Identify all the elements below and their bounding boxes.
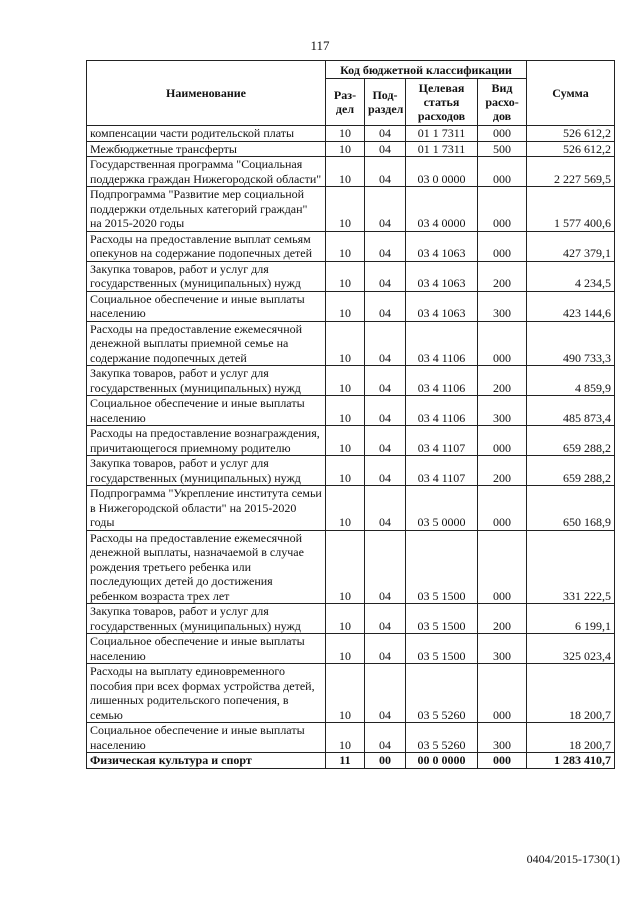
cell-razdel: 10 bbox=[326, 530, 365, 604]
cell-razdel: 10 bbox=[326, 321, 365, 366]
table-row bbox=[87, 231, 615, 261]
cell-target: 03 4 0000 bbox=[406, 187, 478, 232]
cell-razdel: 10 bbox=[326, 157, 365, 187]
header-name: Наименование bbox=[87, 61, 326, 126]
cell-vid: 000 bbox=[478, 664, 527, 723]
cell-name: Расходы на предоставление выплат семьям опекунов на содержание подопечных детей bbox=[87, 231, 326, 261]
cell-target: 00 0 0000 bbox=[406, 753, 478, 769]
table-row bbox=[87, 321, 615, 366]
cell-name: Расходы на предоставление вознаграждения, причитающегося приемному родителю bbox=[87, 426, 326, 456]
cell-razdel: 10 bbox=[326, 366, 365, 396]
cell-name: Закупка товаров, работ и услуг для государственных (муниципальных) нужд bbox=[87, 366, 326, 396]
cell-target: 03 0 0000 bbox=[406, 157, 478, 187]
cell-name: Закупка товаров, работ и услуг для государственных (муниципальных) нужд bbox=[87, 604, 326, 634]
cell-target: 03 4 1107 bbox=[406, 426, 478, 456]
header-classification-group: Код бюджетной классификации bbox=[326, 61, 527, 79]
cell-vid: 300 bbox=[478, 396, 527, 426]
cell-podrazdel: 04 bbox=[365, 157, 406, 187]
cell-vid: 200 bbox=[478, 456, 527, 486]
cell-podrazdel: 04 bbox=[365, 396, 406, 426]
cell-podrazdel: 04 bbox=[365, 426, 406, 456]
cell-razdel: 10 bbox=[326, 261, 365, 291]
cell-razdel: 10 bbox=[326, 126, 365, 142]
cell-target: 03 4 1106 bbox=[406, 321, 478, 366]
cell-sum: 18 200,7 bbox=[527, 723, 615, 753]
cell-vid: 000 bbox=[478, 321, 527, 366]
cell-razdel: 10 bbox=[326, 187, 365, 232]
cell-vid: 000 bbox=[478, 426, 527, 456]
cell-name: Закупка товаров, работ и услуг для государственных (муниципальных) нужд bbox=[87, 456, 326, 486]
cell-target: 01 1 7311 bbox=[406, 141, 478, 157]
cell-podrazdel: 04 bbox=[365, 231, 406, 261]
cell-target: 03 4 1063 bbox=[406, 291, 478, 321]
cell-razdel: 10 bbox=[326, 664, 365, 723]
cell-razdel: 10 bbox=[326, 426, 365, 456]
cell-razdel: 10 bbox=[326, 141, 365, 157]
cell-sum: 485 873,4 bbox=[527, 396, 615, 426]
header-sum: Сумма bbox=[527, 61, 615, 126]
cell-name: Межбюджетные трансферты bbox=[87, 141, 326, 157]
table-row bbox=[87, 456, 615, 486]
table-row bbox=[87, 426, 615, 456]
cell-name: Расходы на предоставление ежемесячной денежной выплаты приемной семье на содержание подопечных детей bbox=[87, 321, 326, 366]
cell-target: 01 1 7311 bbox=[406, 126, 478, 142]
table-row bbox=[87, 261, 615, 291]
cell-vid: 200 bbox=[478, 366, 527, 396]
table-row bbox=[87, 141, 615, 157]
cell-podrazdel: 04 bbox=[365, 723, 406, 753]
cell-vid: 000 bbox=[478, 530, 527, 604]
cell-podrazdel: 04 bbox=[365, 261, 406, 291]
cell-name: Физическая культура и спорт bbox=[87, 753, 326, 769]
table-row bbox=[87, 530, 615, 604]
cell-target: 03 4 1106 bbox=[406, 396, 478, 426]
cell-razdel: 10 bbox=[326, 396, 365, 426]
cell-name: Государственная программа "Социальная поддержка граждан Нижегородской области" bbox=[87, 157, 326, 187]
cell-target: 03 4 1107 bbox=[406, 456, 478, 486]
cell-target: 03 5 1500 bbox=[406, 604, 478, 634]
cell-podrazdel: 04 bbox=[365, 141, 406, 157]
cell-name: Социальное обеспечение и иные выплаты населению bbox=[87, 723, 326, 753]
cell-vid: 500 bbox=[478, 141, 527, 157]
cell-podrazdel: 04 bbox=[365, 291, 406, 321]
cell-razdel: 10 bbox=[326, 231, 365, 261]
cell-name: Расходы на выплату единовременного пособия при всех формах устройства детей, лишенных родительского попечения, в семью bbox=[87, 664, 326, 723]
table-row bbox=[87, 634, 615, 664]
table-header bbox=[87, 61, 615, 126]
cell-name: Подпрограмма "Развитие мер социальной поддержки отдельных категорий граждан" на 2015-2020 годы bbox=[87, 187, 326, 232]
cell-sum: 490 733,3 bbox=[527, 321, 615, 366]
cell-name: Подпрограмма "Укрепление института семьи в Нижегородской области" на 2015-2020 годы bbox=[87, 486, 326, 531]
cell-vid: 000 bbox=[478, 753, 527, 769]
table-row bbox=[87, 157, 615, 187]
document-code: 0404/2015-1730(1) bbox=[526, 852, 620, 866]
cell-sum: 423 144,6 bbox=[527, 291, 615, 321]
cell-vid: 000 bbox=[478, 126, 527, 142]
cell-razdel: 11 bbox=[326, 753, 365, 769]
cell-sum: 1 283 410,7 bbox=[527, 753, 615, 769]
cell-target: 03 5 5260 bbox=[406, 723, 478, 753]
cell-target: 03 4 1106 bbox=[406, 366, 478, 396]
cell-target: 03 5 1500 bbox=[406, 634, 478, 664]
cell-sum: 659 288,2 bbox=[527, 456, 615, 486]
cell-sum: 427 379,1 bbox=[527, 231, 615, 261]
cell-podrazdel: 04 bbox=[365, 604, 406, 634]
header-target: Целевая статья расходов bbox=[406, 79, 478, 126]
cell-razdel: 10 bbox=[326, 604, 365, 634]
cell-vid: 200 bbox=[478, 261, 527, 291]
table-row bbox=[87, 187, 615, 232]
cell-name: Социальное обеспечение и иные выплаты населению bbox=[87, 396, 326, 426]
cell-razdel: 10 bbox=[326, 291, 365, 321]
cell-sum: 4 859,9 bbox=[527, 366, 615, 396]
table-body bbox=[87, 126, 615, 769]
cell-name: Социальное обеспечение и иные выплаты населению bbox=[87, 291, 326, 321]
cell-sum: 526 612,2 bbox=[527, 141, 615, 157]
cell-podrazdel: 00 bbox=[365, 753, 406, 769]
cell-vid: 000 bbox=[478, 187, 527, 232]
table-row bbox=[87, 396, 615, 426]
header-podrazdel: Под-раздел bbox=[365, 79, 406, 126]
cell-sum: 6 199,1 bbox=[527, 604, 615, 634]
cell-vid: 200 bbox=[478, 604, 527, 634]
cell-razdel: 10 bbox=[326, 723, 365, 753]
table-row bbox=[87, 723, 615, 753]
cell-vid: 000 bbox=[478, 231, 527, 261]
cell-podrazdel: 04 bbox=[365, 321, 406, 366]
cell-podrazdel: 04 bbox=[365, 530, 406, 604]
cell-podrazdel: 04 bbox=[365, 486, 406, 531]
cell-podrazdel: 04 bbox=[365, 187, 406, 232]
table-row bbox=[87, 291, 615, 321]
cell-sum: 325 023,4 bbox=[527, 634, 615, 664]
cell-target: 03 4 1063 bbox=[406, 231, 478, 261]
cell-sum: 4 234,5 bbox=[527, 261, 615, 291]
cell-podrazdel: 04 bbox=[365, 634, 406, 664]
cell-podrazdel: 04 bbox=[365, 126, 406, 142]
table-row bbox=[87, 366, 615, 396]
cell-podrazdel: 04 bbox=[365, 456, 406, 486]
page-number: 117 bbox=[310, 38, 330, 53]
cell-razdel: 10 bbox=[326, 486, 365, 531]
cell-vid: 300 bbox=[478, 634, 527, 664]
table-row bbox=[87, 753, 615, 769]
cell-sum: 526 612,2 bbox=[527, 126, 615, 142]
cell-sum: 1 577 400,6 bbox=[527, 187, 615, 232]
budget-table bbox=[86, 60, 615, 769]
cell-target: 03 4 1063 bbox=[406, 261, 478, 291]
cell-sum: 331 222,5 bbox=[527, 530, 615, 604]
cell-vid: 000 bbox=[478, 157, 527, 187]
cell-podrazdel: 04 bbox=[365, 664, 406, 723]
cell-target: 03 5 0000 bbox=[406, 486, 478, 531]
cell-target: 03 5 5260 bbox=[406, 664, 478, 723]
cell-vid: 300 bbox=[478, 291, 527, 321]
cell-sum: 2 227 569,5 bbox=[527, 157, 615, 187]
cell-name: компенсации части родительской платы bbox=[87, 126, 326, 142]
cell-sum: 659 288,2 bbox=[527, 426, 615, 456]
cell-vid: 300 bbox=[478, 723, 527, 753]
cell-razdel: 10 bbox=[326, 634, 365, 664]
header-vid: Вид расхо-дов bbox=[478, 79, 527, 126]
header-razdel: Раз-дел bbox=[326, 79, 365, 126]
table-row bbox=[87, 664, 615, 723]
cell-sum: 650 168,9 bbox=[527, 486, 615, 531]
cell-name: Расходы на предоставление ежемесячной денежной выплаты, назначаемой в случае рождения третьего ребенка или последующих детей до достижения ребенком возраста трех лет bbox=[87, 530, 326, 604]
table-row bbox=[87, 486, 615, 531]
table-row bbox=[87, 126, 615, 142]
table-row bbox=[87, 604, 615, 634]
cell-name: Социальное обеспечение и иные выплаты населению bbox=[87, 634, 326, 664]
cell-name: Закупка товаров, работ и услуг для государственных (муниципальных) нужд bbox=[87, 261, 326, 291]
cell-sum: 18 200,7 bbox=[527, 664, 615, 723]
cell-razdel: 10 bbox=[326, 456, 365, 486]
cell-podrazdel: 04 bbox=[365, 366, 406, 396]
cell-target: 03 5 1500 bbox=[406, 530, 478, 604]
cell-vid: 000 bbox=[478, 486, 527, 531]
